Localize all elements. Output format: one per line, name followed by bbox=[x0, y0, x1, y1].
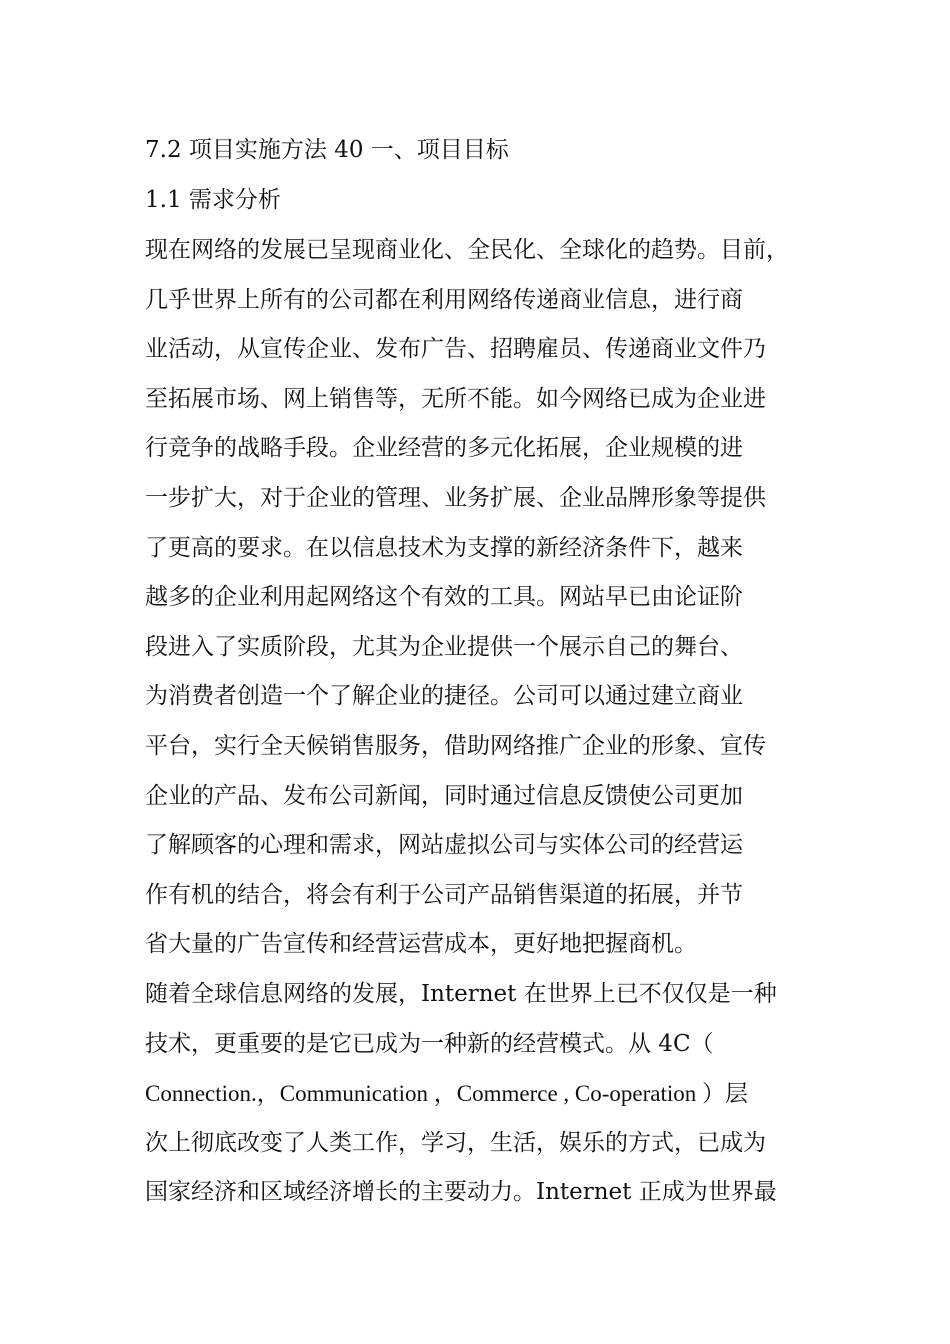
text-line: 业活动，从宣传企业、发布广告、招聘雇员、传递商业文件乃 bbox=[145, 336, 766, 363]
text-line: 一步扩大，对于企业的管理、业务扩展、企业品牌形象等提供 bbox=[145, 484, 766, 511]
text-line: 了更高的要求。在以信息技术为支撑的新经济条件下，越来 bbox=[145, 534, 743, 561]
text-line: 次上彻底改变了人类工作，学习，生活，娱乐的方式，已成为 bbox=[145, 1129, 766, 1156]
text-line: 几乎世界上所有的公司都在利用网络传递商业信息，进行商 bbox=[145, 286, 743, 313]
text-line: 企业的产品、发布公司新闻，同时通过信息反馈使公司更加 bbox=[145, 782, 743, 809]
text-line: 现在网络的发展已呈现商业化、全民化、全球化的趋势。目前， bbox=[145, 237, 789, 263]
section-heading: 7.2 项目实施方法 40 一、项目目标 bbox=[145, 137, 509, 163]
text-line: 作有机的结合，将会有利于公司产品销售渠道的拓展，并节 bbox=[145, 881, 743, 908]
text-line: 技术，更重要的是它已成为一种新的经营模式。从 4C（ bbox=[145, 1030, 714, 1057]
document-body bbox=[145, 126, 825, 1218]
paragraph-internet bbox=[145, 970, 825, 1218]
text-line: 为消费者创造一个了解企业的捷径。公司可以通过建立商业 bbox=[145, 683, 743, 710]
text-line: 随着全球信息网络的发展，Internet 在世界上已不仅仅是一种 bbox=[145, 980, 777, 1007]
paragraph-need-analysis bbox=[145, 226, 825, 970]
text-line: 至拓展市场、网上销售等，无所不能。如今网络已成为企业进 bbox=[145, 385, 766, 412]
text-line: 省大量的广告宣传和经营运营成本，更好地把握商机。 bbox=[145, 931, 697, 958]
text-line: 国家经济和区域经济增长的主要动力。Internet 正成为世界最 bbox=[145, 1179, 777, 1206]
text-line: 行竞争的战略手段。企业经营的多元化拓展，企业规模的进 bbox=[145, 435, 743, 462]
text-line: 平台，实行全天候销售服务，借助网络推广企业的形象、宣传 bbox=[145, 732, 766, 759]
text-line: 了解顾客的心理和需求，网站虚拟公司与实体公司的经营运 bbox=[145, 832, 743, 859]
text-line: 段进入了实质阶段，尤其为企业提供一个展示自己的舞台、 bbox=[145, 633, 743, 660]
subsection-heading: 1.1 需求分析 bbox=[145, 187, 281, 213]
text-line: Connection.，Communication ，Commerce , Co-operation ）层 bbox=[145, 1081, 749, 1107]
text-line: 越多的企业利用起网络这个有效的工具。网站早已由论证阶 bbox=[145, 584, 743, 611]
